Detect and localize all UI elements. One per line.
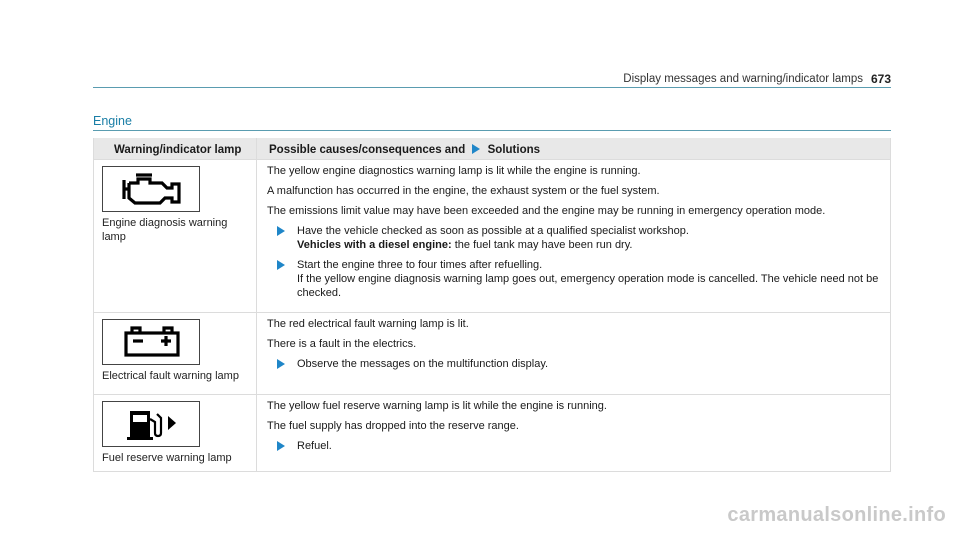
condition-text: the fuel tank may have been run dry. (451, 239, 633, 251)
paragraph: The red electrical fault warning lamp is lit. (267, 318, 469, 330)
section-title: Engine (93, 114, 132, 128)
solution-cell (257, 395, 891, 472)
solution-step (267, 258, 880, 300)
header-title: Display messages and warning/indicator lamps (623, 73, 863, 85)
paragraph: The yellow engine diagnostics warning lamp is lit while the engine is running. (267, 165, 641, 177)
arrow-icon (277, 441, 285, 451)
lamp-cell (94, 160, 257, 313)
table-row (94, 395, 891, 472)
table-header-row (94, 138, 891, 160)
column-header-solutions (257, 138, 891, 160)
solution-step (267, 224, 880, 252)
watermark: carmanualsonline.info (727, 504, 946, 526)
lamp-cell (94, 313, 257, 395)
column-header-solutions-suffix: Solutions (487, 144, 541, 156)
table-row (94, 160, 891, 313)
battery-icon (102, 319, 200, 365)
lamp-label: Electrical fault warning lamp (102, 370, 239, 382)
arrow-icon (472, 144, 480, 154)
solution-step (267, 439, 880, 453)
step-text: Start the engine three to four times after refuelling. (297, 259, 543, 271)
step-text: Have the vehicle checked as soon as possible at a qualified specialist workshop. (297, 225, 689, 237)
lamp-cell (94, 395, 257, 472)
arrow-icon (277, 226, 285, 236)
engine-diagnostics-icon (102, 166, 200, 212)
page-header (93, 0, 891, 88)
section-divider (93, 130, 891, 131)
solution-cell (257, 160, 891, 313)
warning-lamp-table (93, 138, 891, 472)
solution-step (267, 357, 880, 371)
paragraph: A malfunction has occurred in the engine, the exhaust system or the fuel system. (267, 185, 660, 197)
column-header-solutions-prefix: Possible causes/consequences and (269, 144, 466, 156)
paragraph: The yellow fuel reserve warning lamp is lit while the engine is running. (267, 400, 607, 412)
paragraph: The fuel supply has dropped into the reserve range. (267, 420, 519, 432)
lamp-label: Fuel reserve warning lamp (102, 452, 232, 464)
table-row (94, 313, 891, 395)
arrow-icon (277, 260, 285, 270)
lamp-label: Engine diagnosis warning lamp (102, 217, 228, 243)
page-number: 673 (870, 72, 891, 86)
paragraph: The emissions limit value may have been exceeded and the engine may be running in emergency operation mode. (267, 205, 826, 217)
step-note: If the yellow engine diagnosis warning lamp goes out, emergency operation mode is cancelled. The vehicle need not be checked. (297, 273, 879, 299)
arrow-icon (277, 359, 285, 369)
column-header-lamp: Warning/indicator lamp (94, 138, 257, 160)
paragraph: There is a fault in the electrics. (267, 338, 417, 350)
fuel-pump-icon (102, 401, 200, 447)
step-text: Refuel. (297, 440, 332, 452)
step-text: Observe the messages on the multifunction display. (297, 358, 549, 370)
condition-label: Vehicles with a diesel engine: (297, 239, 452, 251)
solution-cell (257, 313, 891, 395)
